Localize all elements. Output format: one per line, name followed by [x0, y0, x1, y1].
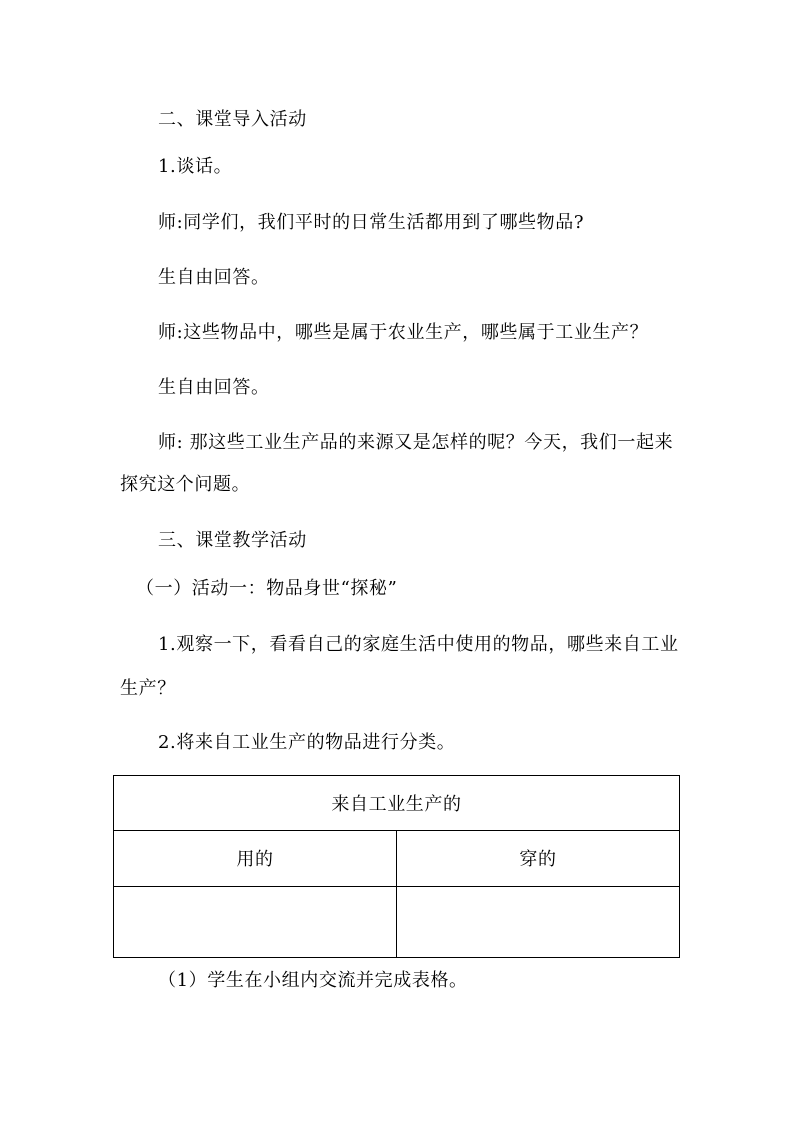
- paragraph-student-answer-2: 生自由回答。: [158, 377, 270, 398]
- paragraph-teacher-question-3: 师: 那这些工业生产品的来源又是怎样的呢？今天，我们一起来: [158, 432, 674, 453]
- classification-table: [113, 775, 680, 958]
- section-heading-teaching: 三、课堂教学活动: [158, 530, 307, 551]
- table-header-cell: 来自工业生产的: [331, 794, 462, 815]
- table-column-worn: 穿的: [519, 849, 557, 870]
- paragraph-teacher-question-2: 师:这些物品中，哪些是属于农业生产，哪些属于工业生产？: [158, 322, 649, 343]
- paragraph-observe-cont: 生产？: [120, 678, 176, 699]
- paragraph-student-answer-1: 生自由回答。: [158, 267, 270, 288]
- paragraph-teacher-question-3-cont: 探究这个问题。: [120, 474, 251, 495]
- paragraph-teacher-question-1: 师:同学们，我们平时的日常生活都用到了哪些物品?: [158, 212, 585, 233]
- table-cell-used-empty: [114, 887, 397, 958]
- section-heading-intro: 二、课堂导入活动: [158, 109, 307, 130]
- table-row: [114, 887, 679, 958]
- paragraph-talk: 1.谈话。: [158, 156, 233, 177]
- paragraph-observe: 1.观察一下，看看自己的家庭生活中使用的物品，哪些来自工业: [158, 634, 679, 655]
- activity-heading-1: （一）活动一：物品身世“探秘”: [136, 578, 398, 599]
- paragraph-classify: 2.将来自工业生产的物品进行分类。: [158, 732, 456, 753]
- table-cell-worn-empty: [397, 887, 679, 958]
- table-header-row: [114, 776, 679, 831]
- paragraph-group-exchange: （1）学生在小组内交流并完成表格。: [158, 970, 468, 991]
- table-column-used: 用的: [114, 831, 397, 886]
- table-column-row: [114, 831, 679, 887]
